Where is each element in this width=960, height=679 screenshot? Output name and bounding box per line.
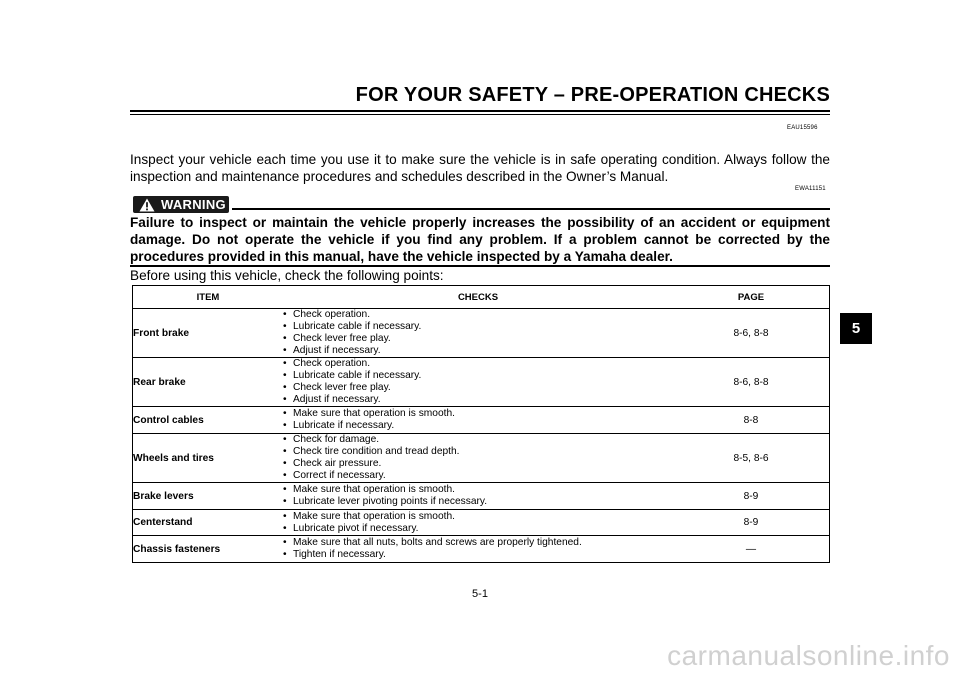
row-page: 8-6, 8-8 (673, 358, 830, 407)
check-item: • Correct if necessary. (283, 470, 673, 482)
warning-code: EWA11151 (795, 186, 826, 192)
chapter-tab: 5 (840, 313, 872, 344)
check-item: • Check lever free play. (283, 333, 673, 345)
check-item: • Check for damage. (283, 434, 673, 446)
check-item: • Adjust if necessary. (283, 345, 673, 357)
check-item: • Lubricate pivot if necessary. (283, 523, 673, 535)
row-page: 8-9 (673, 510, 830, 536)
row-page: — (673, 536, 830, 563)
row-checks (283, 407, 673, 434)
row-item: Rear brake (133, 358, 284, 407)
check-item: • Check tire condition and tread depth. (283, 446, 673, 458)
warning-triangle-icon (139, 198, 155, 212)
warning-end-rule (130, 265, 830, 267)
page-number: 5-1 (472, 588, 488, 600)
check-item: • Check operation. (283, 309, 673, 321)
check-item: • Make sure that all nuts, bolts and screws are properly tightened. (283, 537, 673, 549)
check-item: • Check air pressure. (283, 458, 673, 470)
row-page: 8-8 (673, 407, 830, 434)
row-checks (283, 358, 673, 407)
header-rule (130, 110, 830, 112)
column-header-checks: CHECKS (283, 286, 673, 309)
check-item: • Check operation. (283, 358, 673, 370)
section-code: EAU15596 (787, 125, 818, 131)
table-row (133, 536, 830, 563)
warning-rule (232, 208, 830, 210)
table-row (133, 407, 830, 434)
table-row (133, 434, 830, 483)
check-item: • Make sure that operation is smooth. (283, 511, 673, 523)
check-item: • Lubricate lever pivoting points if necessary. (283, 496, 673, 508)
column-header-page: PAGE (673, 286, 830, 309)
check-item: • Make sure that operation is smooth. (283, 484, 673, 496)
table-row (133, 358, 830, 407)
row-item: Front brake (133, 309, 284, 358)
check-item: • Make sure that operation is smooth. (283, 408, 673, 420)
check-item: • Lubricate cable if necessary. (283, 321, 673, 333)
intro-paragraph: Inspect your vehicle each time you use it to make sure the vehicle is in safe operating condition. Always follow the inspection and maintenance procedures and schedules described in the Owner’s Manual. (130, 152, 830, 184)
row-checks (283, 434, 673, 483)
warning-badge (133, 196, 229, 213)
check-item: • Lubricate cable if necessary. (283, 370, 673, 382)
row-checks (283, 510, 673, 536)
page-title: FOR YOUR SAFETY – PRE-OPERATION CHECKS (355, 84, 830, 106)
row-page: 8-9 (673, 483, 830, 510)
check-item: • Tighten if necessary. (283, 549, 673, 561)
header-rule-thin (130, 114, 830, 115)
row-checks (283, 483, 673, 510)
row-item: Brake levers (133, 483, 284, 510)
pre-operation-checks-table (132, 285, 830, 563)
table-header-row (133, 286, 830, 309)
row-page: 8-5, 8-6 (673, 434, 830, 483)
table-row (133, 309, 830, 358)
column-header-item: ITEM (133, 286, 284, 309)
table-row (133, 483, 830, 510)
row-item: Wheels and tires (133, 434, 284, 483)
check-item: • Check lever free play. (283, 382, 673, 394)
row-item: Control cables (133, 407, 284, 434)
row-checks (283, 309, 673, 358)
watermark: carmanualsonline.info (667, 640, 950, 671)
checklist-intro: Before using this vehicle, check the following points: (130, 268, 444, 283)
warning-label: WARNING (161, 197, 226, 212)
row-checks (283, 536, 673, 563)
row-item: Chassis fasteners (133, 536, 284, 563)
table-row (133, 510, 830, 536)
row-item: Centerstand (133, 510, 284, 536)
check-item: • Adjust if necessary. (283, 394, 673, 406)
warning-text: Failure to inspect or maintain the vehicle properly increases the possibility of an accident or equipment damage. Do not operate the vehicle if you find any problem. If a problem cannot be corrected by the procedures provided in this manual, have the vehicle inspected by a Yamaha dealer. (130, 215, 830, 264)
check-item: • Lubricate if necessary. (283, 420, 673, 432)
row-page: 8-6, 8-8 (673, 309, 830, 358)
